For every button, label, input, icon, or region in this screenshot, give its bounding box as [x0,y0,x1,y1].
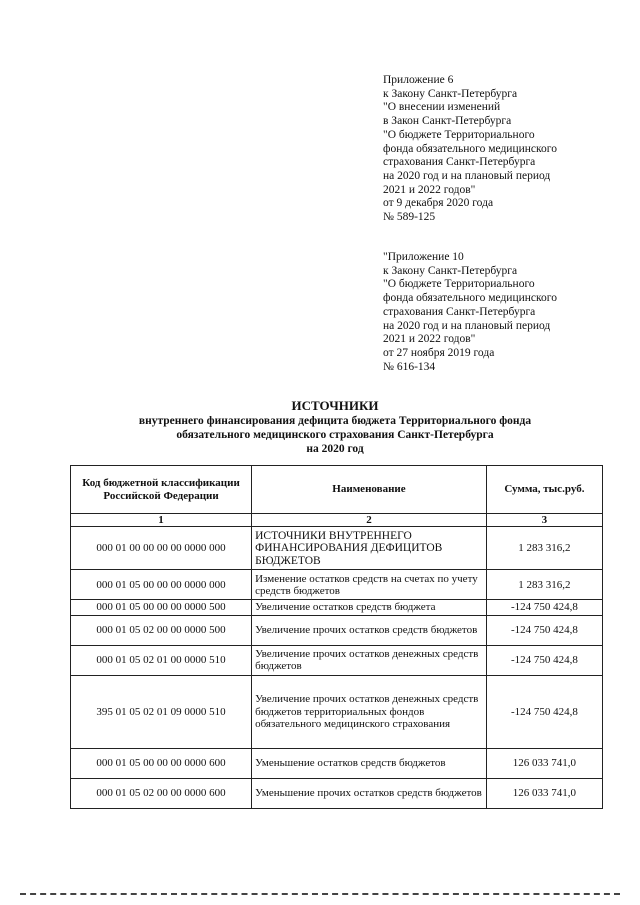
annex-10-line: от 27 ноября 2019 года [383,346,495,359]
header-sum: Сумма, тыс.руб. [486,466,602,514]
annex-10-line: на 2020 год и на плановый период [383,319,551,332]
row-name: Увеличение прочих остатков денежных средств бюджетов [252,645,487,675]
table-row [71,748,603,778]
row-sum: 1 283 316,2 [486,527,602,570]
annex-6-line: "О бюджете Территориального [383,128,535,141]
annex-6-line: к Закону Санкт-Петербурга [383,87,518,100]
annex-6-line: 2021 и 2022 годов" [383,183,476,196]
scan-edge-divider [20,893,620,895]
table-row [71,645,603,675]
sources-table [70,465,603,809]
annex-6-line: Приложение 6 [383,74,454,86]
row-name: Уменьшение остатков средств бюджетов [252,748,487,778]
table-row [71,527,603,570]
column-number-row [71,514,603,527]
annex-10-line: "О бюджете Территориального [383,278,535,291]
subtitle-line: на 2020 год [306,443,364,455]
row-sum: -124 750 424,8 [486,615,602,645]
annex-6-line: "О внесении изменений [383,101,501,114]
column-number: 3 [486,514,602,527]
row-code: 000 01 05 00 00 00 0000 000 [71,570,252,600]
annex-10-block [383,251,557,374]
annex-10-number: № 616-134 [383,360,436,373]
document-title: ИСТОЧНИКИ [291,398,379,413]
column-number: 2 [252,514,487,527]
annex-6-line: на 2020 год и на плановый период [383,169,551,182]
annex-10-line: фонда обязательного медицинского [383,292,557,305]
annex-6-line: от 9 декабря 2020 года [383,197,494,210]
row-name: Увеличение прочих остатков средств бюджетов [252,615,487,645]
annex-6-number: № 589-125 [383,211,436,224]
row-code: 000 01 05 02 00 00 0000 500 [71,615,252,645]
row-code: 000 01 05 00 00 00 0000 600 [71,748,252,778]
table-row [71,615,603,645]
table-row [71,570,603,600]
table-header-row [71,466,603,514]
row-sum: -124 750 424,8 [486,600,602,615]
annex-6-block [383,74,557,225]
header-name: Наименование [252,466,487,514]
row-sum: 1 283 316,2 [486,570,602,600]
row-name: Изменение остатков средств на счетах по учету средств бюджетов [252,570,487,600]
row-sum: -124 750 424,8 [486,645,602,675]
annex-6-line: страхования Санкт-Петербурга [383,156,536,169]
subtitle-line: обязательного медицинского страхования Санкт-Петербурга [176,429,494,441]
column-number: 1 [71,514,252,527]
annex-10-line: страхования Санкт-Петербурга [383,305,536,318]
table-row [71,778,603,808]
document-subtitle [70,414,600,456]
annex-6-line: фонда обязательного медицинского [383,142,557,155]
row-name: Увеличение прочих остатков денежных средств бюджетов территориальных фондов обязательного медицинского страхования [252,675,487,748]
subtitle-line: внутреннего финансирования дефицита бюджета Территориального фонда [138,415,532,427]
row-name: ИСТОЧНИКИ ВНУТРЕННЕГО ФИНАНСИРОВАНИЯ ДЕФИЦИТОВ БЮДЖЕТОВ [252,527,487,570]
row-sum: -124 750 424,8 [486,675,602,748]
row-name: Увеличение остатков средств бюджета [252,600,487,615]
annex-10-line: "Приложение 10 [383,251,464,263]
row-sum: 126 033 741,0 [486,748,602,778]
row-code: 000 01 00 00 00 00 0000 000 [71,527,252,570]
row-code: 000 01 05 02 01 00 0000 510 [71,645,252,675]
annex-10-line: 2021 и 2022 годов" [383,333,476,346]
table-row [71,600,603,615]
row-name: Уменьшение прочих остатков средств бюджетов [252,778,487,808]
row-code: 395 01 05 02 01 09 0000 510 [71,675,252,748]
annex-6-line: в Закон Санкт-Петербурга [383,115,512,128]
row-sum: 126 033 741,0 [486,778,602,808]
table-row [71,675,603,748]
annex-10-line: к Закону Санкт-Петербурга [383,264,518,277]
header-code: Код бюджетной классификации Российской Федерации [71,466,252,514]
row-code: 000 01 05 02 00 00 0000 600 [71,778,252,808]
row-code: 000 01 05 00 00 00 0000 500 [71,600,252,615]
